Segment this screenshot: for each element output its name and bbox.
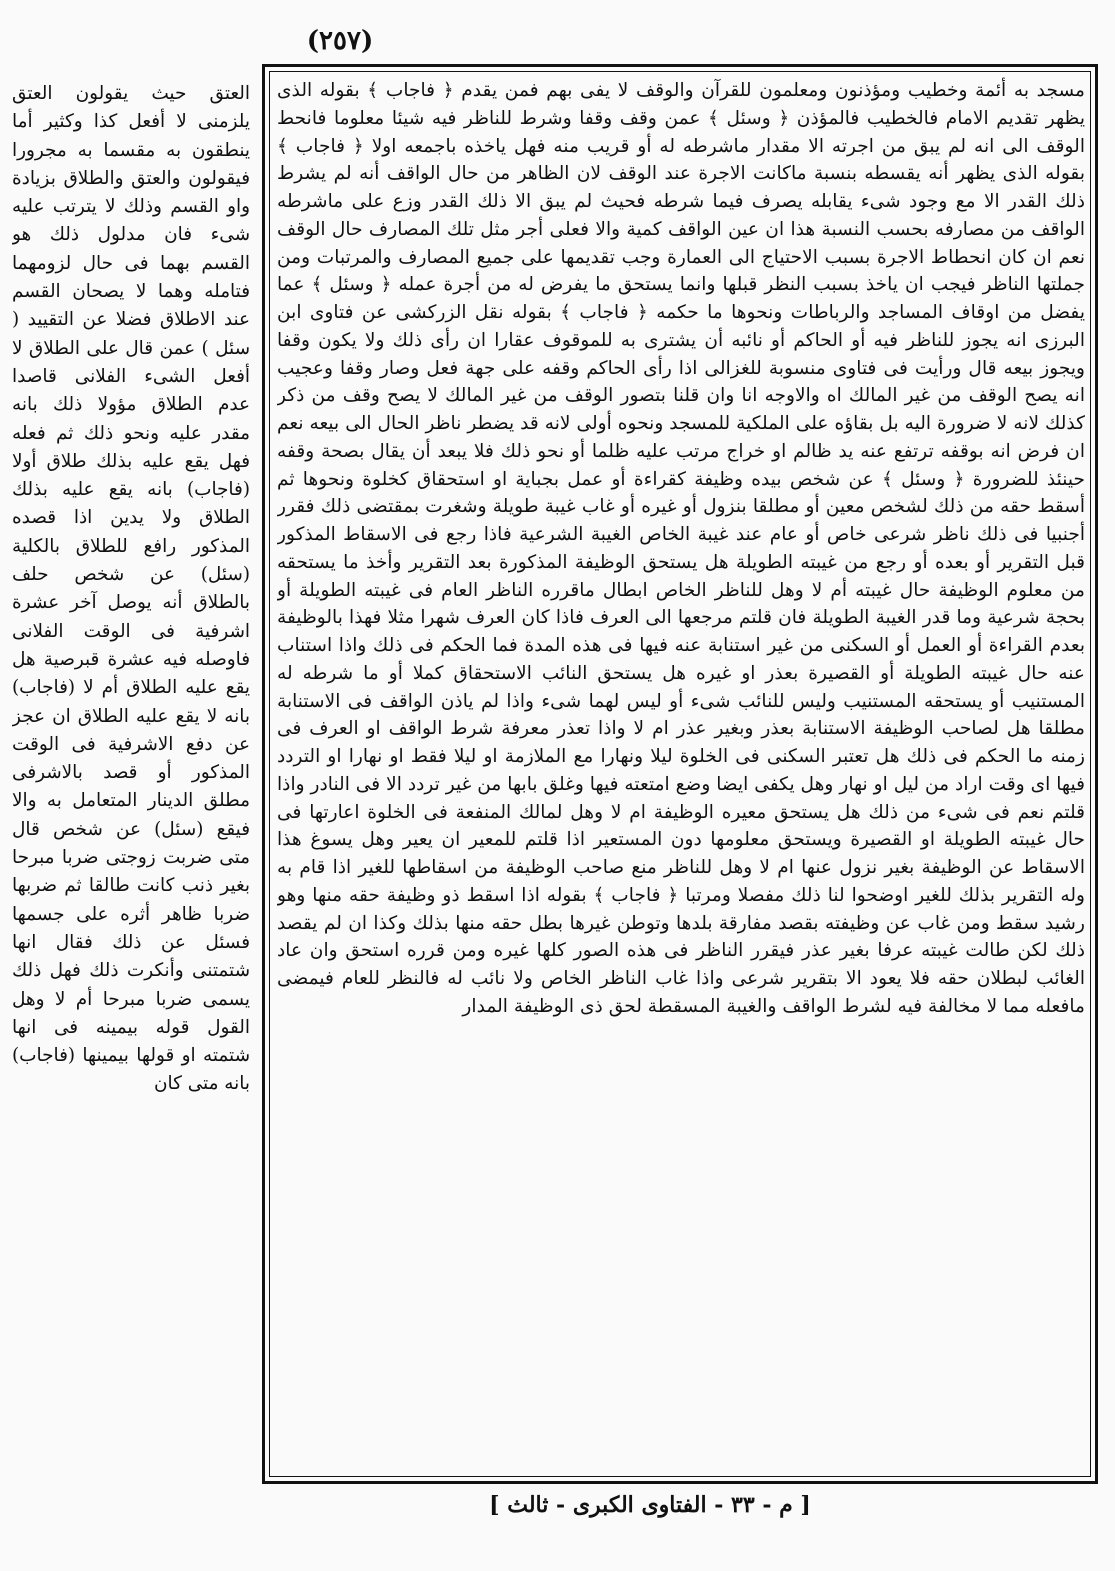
page-footer: [ م - ٣٣ - الفتاوى الكبرى - ثالث ] (489, 1492, 811, 1518)
margin-column-text: العتق حيث يقولون العتق يلزمنى لا أفعل كذا وكثير أما ينطقون به مقسما به مجرورا فيقولون والعتق والطلاق بزيادة واو القسم وذلك لا يترتب عليه شىء فان مدلول ذلك هو القسم بهما فى حال لزومهما فتامله وهما لا يصحان القسم عند الاطلاق فضلا عن التقييد ( سئل ) عمن قال على الطلاق لا أفعل الشىء الفلانى قاصدا عدم الطلاق مؤولا ذلك بانه مقدر عليه ونحو ذلك ثم فعله فهل يقع عليه بذلك طلاق أولا (فاجاب) بانه يقع عليه بذلك الطلاق ولا يدين اذا قصده المذكور رافع للطلاق بالكلية (سئل) عن شخص حلف بالطلاق أنه يوصل آخر عشرة اشرفية فى الوقت الفلانى فاوصله فيه عشرة قبرصية هل يقع عليه الطلاق أم لا (فاجاب) بانه لا يقع عليه الطلاق ان عجز عن دفع الاشرفية فى الوقت المذكور أو قصد بالاشرفى مطلق الدينار المتعامل به والا فيقع (سئل) عن شخص قال متى ضربت زوجتى ضربا مبرحا بغير ذنب كانت طالقا ثم ضربها ضربا ظاهر أثره على جسمها فسئل عن ذلك فقال انها شتمتنى وأنكرت ذلك فهل ذلك يسمى ضربا مبرحا أم لا وهل القول قوله بيمينه فى انها شتمته او قولها بيمينها (فاجاب) بانه متى كان (12, 83, 250, 1095)
main-column-text: مسجد به أئمة وخطيب ومؤذنون ومعلمون للقرآن والوقف لا يفى بهم فمن يقدم ﴿ فاجاب ﴾ بقوله الذى يظهر تقديم الامام فالخطيب فالمؤذن ﴿ وسئل ﴾ عمن وقف وقفا وشرط للناظر فيه شيئا معلوما فانحط الوقف الى انه لم يبق من اجرته الا مقدار ماشرطه له أو قريب منه فهل ياخذه باجمعه اولا ﴿ فاجاب ﴾ بقوله الذى يظهر أنه يقسطه بنسبة ماكانت الاجرة عند الوقف لان الظاهر من حال الواقف أنه لم يشرط ذلك القدر الا مع وجود شىء يقابله يصرف فيما شرطه فحيث لم يبق الا ذلك القدر وزع على ماشرطه الواقف من مصارفه بحسب النسبة هذا ان عين الواقف كمية والا فعلى أجر مثل تلك المصارف حال الوقف نعم ان كان انحطاط الاجرة بسبب الاحتياج الى العمارة وجب تقديمها على جميع المصارف والمرتبات ومن جملتها الناظر فيجب ان ياخذ بسبب النظر قبلها وانما يستحق ما يفرض له من أجرة عمله ﴿ وسئل ﴾ عما يفضل من اوقاف المساجد والرباطات ونحوها ما حكمه ﴿ فاجاب ﴾ بقوله نقل الزركشى عن فتاوى ابن البرزى انه يجوز للناظر فيه أو الحاكم أو نائبه أن يشترى به للموقوف عقارا ان رأى ذلك ولا يكون وقفا ويجوز بيعه قال ورأيت فى فتاوى منسوبة للغزالى اذا رأى الحاكم وقفه على جهة فعل وصار وقفا وعجيب انه يصح الوقف من غير المالك اه والاوجه انا وان قلنا بتصور الوقف من غير المالك لا يصح وقف من ذكر كذلك لانه لا ضرورة اليه بل بقاؤه على الملكية للمسجد ونحوه أولى لانه قد يضطر ناظر الحال الى بيعه نعم ان فرض انه بوقفه ترتفع عنه يد ظالم او خراج مرتب عليه ظلما أو نحو ذلك فلا يبعد أن يقال بصحة وقفه حينئذ للضرورة ﴿ وسئل ﴾ عن شخص بيده وظيفة كقراءة أو عمل بجباية او استحقاق كخلوة ونحوها ثم أسقط حقه من ذلك لشخص معين أو مطلقا بنزول أو غيره أو غاب غيبة طويلة وشغرت بمقتضى ذلك فقرر أجنبيا فى ذلك ناظر شرعى خاص أو عام عند غيبة الخاص الغيبة الشرعية فاذا رجع فى الاسقاط المذكور قبل التقرير أو بعده أو رجع من غيبته الطويلة هل يستحق الوظيفة المذكورة بعد التقرير وأخذ ما يستحقه من معلوم الوظيفة حال غيبته أم لا وهل للناظر الخاص ابطال ماقرره الناظر العام فى غيبته الطويلة أو بحجة شرعية وما قدر الغيبة الطويلة فان قلتم مرجعها الى العرف فاذا كان العرف شهرا مثلا فهذا بالوظيفة بعدم القراءة أو العمل أو السكنى من غير استنابة عنه فيها فى هذه المدة فما الحكم فى ذلك واذا استناب عنه حال غيبته الطويلة أو القصيرة بعذر او غيره هل يستحق النائب الاستحقاق كملا أو ما شرطه له المستنيب أو يستحقه المستنيب وليس للنائب شىء أو ليس لهما شىء واذا لم ياذن الواقف فى الاستنابة مطلقا هل لصاحب الوظيفة الاستنابة بعذر وبغير عذر ام لا واذا تعذر معرفة شرط الواقف او العرف فى زمنه ما الحكم فى ذلك هل تعتبر السكنى فى الخلوة ليلا ونهارا مع الملازمة او ليلا فقط او نهارا او التردد فيها اى وقت اراد من ليل او نهار وهل يكفى ايضا وضع امتعته فيها وغلق بابها من غير تردد الا فى النادر واذا قلتم نعم فى شىء من ذلك هل يستحق معيره الوظيفة ام لا وهل لمالك المنفعة فى الخلوة اعارتها فى حال غيبته الطويلة او القصيرة ويستحق معلومها دون المستعير اذا قلتم للمعير ان يعير وهل يسوغ هذا الاسقاط عن الوظيفة بغير نزول عنها ام لا وهل للناظر منع صاحب الوظيفة من اسقاطها للغير اذا قام به وله التقرير بذلك للغير اوضحوا لنا ذلك مفصلا ومرتبا ﴿ فاجاب ﴾ بقوله اذا اسقط ذو وظيفة حقه منها وهو رشيد سقط ومن غاب عن وظيفته بقصد مفارقة بلدها وتوطن غيرها بطل حقه منها بذلك وكذا ان لم يقصد ذلك لكن طالت غيبته عرفا بغير عذر فيقرر الناظر فى هذه الصور كلها غيره ومن قرره استحق وان عاد الغائب لبطلان حقه فلا يعود الا بتقرير شرعى واذا غاب الناظر الخاص ولا نائب له فالنظر للعام فيمضى مافعله مما لا مخالفة فيه لشرط الواقف والغيبة المسقطة لحق ذى الوظيفة المدار (277, 80, 1085, 1017)
page-number: (٢٥٧) (306, 26, 374, 56)
main-text-frame (262, 64, 1098, 1484)
